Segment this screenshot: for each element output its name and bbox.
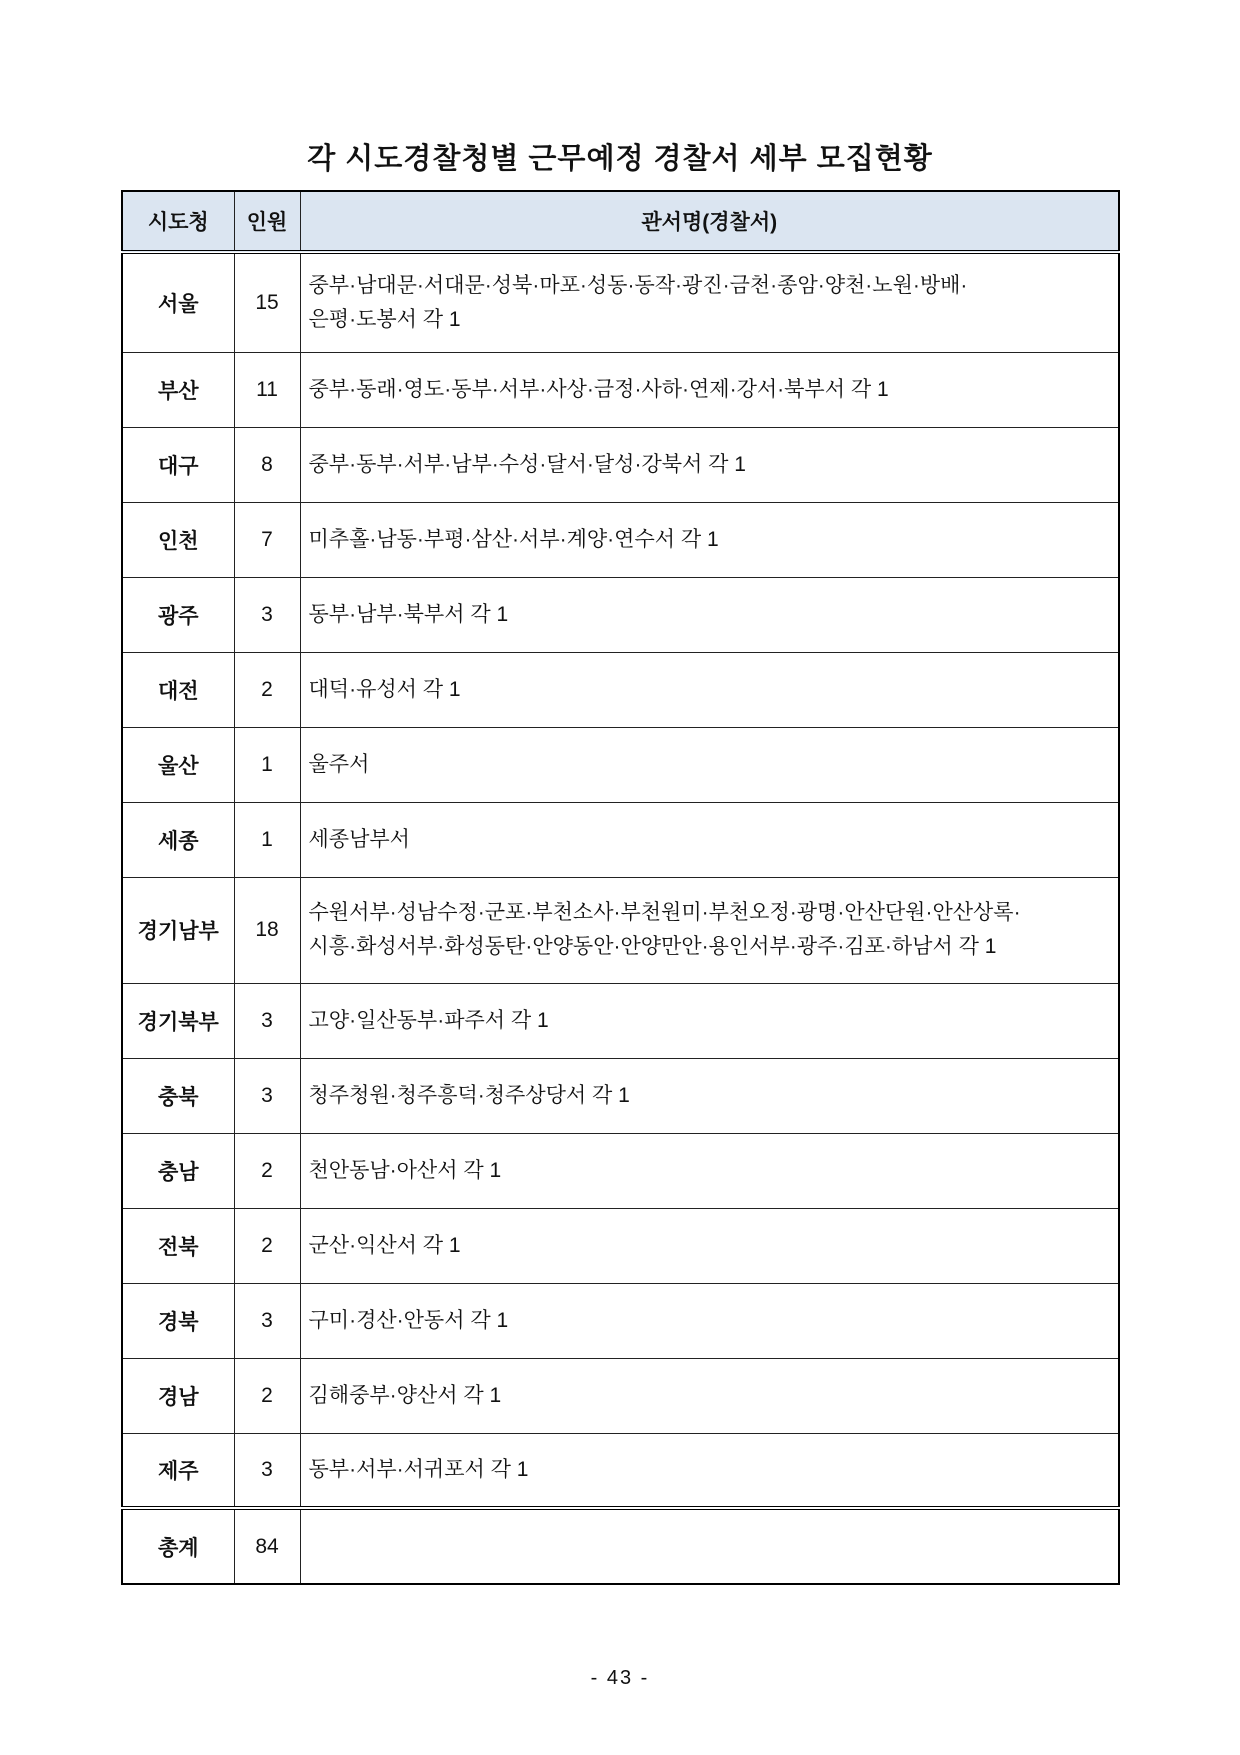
stations-line: 세종남부서 — [308, 827, 410, 851]
stations-line: 군산·익산서 각 1 — [308, 1233, 461, 1257]
stations-line: 시흥·화성서부·화성동탄·안양동안·안양만안·용인서부·광주·김포·하남서 각 1 — [308, 935, 997, 958]
region-cell: 충남 — [122, 1133, 234, 1208]
table-total-row — [122, 1508, 1119, 1584]
count-cell: 2 — [234, 652, 300, 727]
stations-cell — [300, 1433, 1119, 1508]
stations-line: 천안동남·아산서 각 1 — [308, 1158, 502, 1182]
stations-line: 미추홀·남동·부평·삼산·서부·계양·연수서 각 1 — [308, 527, 719, 551]
stations-line: 청주청원·청주흥덕·청주상당서 각 1 — [308, 1083, 630, 1107]
stations-line: 동부·서부·서귀포서 각 1 — [308, 1457, 529, 1481]
stations-cell — [300, 652, 1119, 727]
table-row — [122, 652, 1119, 727]
region-cell: 광주 — [122, 577, 234, 652]
stations-cell — [300, 1133, 1119, 1208]
table-header-row — [122, 191, 1119, 252]
count-cell: 2 — [234, 1358, 300, 1433]
document-title: 각 시도경찰청별 근무예정 경찰서 세부 모집현황 — [307, 143, 933, 175]
count-cell: 3 — [234, 577, 300, 652]
region-cell: 울산 — [122, 727, 234, 802]
stations-cell — [300, 983, 1119, 1058]
region-cell: 경북 — [122, 1283, 234, 1358]
region-cell: 세종 — [122, 802, 234, 877]
stations-cell — [300, 1208, 1119, 1283]
count-cell: 1 — [234, 802, 300, 877]
region-cell: 대구 — [122, 427, 234, 502]
stations-cell — [300, 352, 1119, 427]
header-stations: 관서명(경찰서) — [300, 191, 1119, 252]
stations-line: 중부·남대문·서대문·성북·마포·성동·동작·광진·금천·종암·양천·노원·방배· — [308, 273, 968, 297]
stations-line: 중부·동부·서부·남부·수성·달서·달성·강북서 각 1 — [308, 452, 746, 476]
stations-line: 동부·남부·북부서 각 1 — [308, 602, 509, 626]
stations-cell — [300, 252, 1119, 352]
page-number: - 43 - — [590, 1667, 650, 1689]
stations-cell — [300, 577, 1119, 652]
total-label-cell: 총계 — [122, 1508, 234, 1584]
stations-line: 고양·일산동부·파주서 각 1 — [308, 1008, 549, 1032]
table-row — [122, 502, 1119, 577]
stations-cell — [300, 1058, 1119, 1133]
table-row — [122, 983, 1119, 1058]
stations-cell — [300, 727, 1119, 802]
table-row — [122, 252, 1119, 352]
region-cell: 부산 — [122, 352, 234, 427]
count-cell: 1 — [234, 727, 300, 802]
count-cell: 15 — [234, 252, 300, 352]
recruitment-table — [121, 190, 1120, 1585]
table-row — [122, 802, 1119, 877]
region-cell: 경남 — [122, 1358, 234, 1433]
count-cell: 3 — [234, 983, 300, 1058]
stations-line: 수원서부·성남수정·군포·부천소사·부천원미·부천오정·광명·안산단원·안산상록· — [308, 901, 1021, 924]
region-cell: 경기북부 — [122, 983, 234, 1058]
count-cell: 7 — [234, 502, 300, 577]
stations-cell — [300, 1358, 1119, 1433]
count-cell: 3 — [234, 1433, 300, 1508]
table-row — [122, 1283, 1119, 1358]
table-row — [122, 427, 1119, 502]
count-cell: 2 — [234, 1208, 300, 1283]
stations-line: 은평·도봉서 각 1 — [308, 307, 461, 331]
count-cell: 8 — [234, 427, 300, 502]
stations-line: 중부·동래·영도·동부·서부·사상·금정·사하·연제·강서·북부서 각 1 — [308, 377, 889, 401]
table-row — [122, 1358, 1119, 1433]
stations-line: 대덕·유성서 각 1 — [308, 677, 461, 701]
stations-cell — [300, 427, 1119, 502]
region-cell: 충북 — [122, 1058, 234, 1133]
stations-cell — [300, 502, 1119, 577]
table-row — [122, 1433, 1119, 1508]
table-row — [122, 877, 1119, 983]
table-row — [122, 1208, 1119, 1283]
header-region: 시도청 — [122, 191, 234, 252]
count-cell: 18 — [234, 877, 300, 983]
region-cell: 전북 — [122, 1208, 234, 1283]
stations-line: 울주서 — [308, 752, 370, 776]
table-row — [122, 727, 1119, 802]
table-row — [122, 1133, 1119, 1208]
total-count-cell: 84 — [234, 1508, 300, 1584]
count-cell: 3 — [234, 1058, 300, 1133]
table-row — [122, 352, 1119, 427]
table-row — [122, 577, 1119, 652]
stations-cell — [300, 802, 1119, 877]
count-cell: 2 — [234, 1133, 300, 1208]
count-cell: 3 — [234, 1283, 300, 1358]
region-cell: 제주 — [122, 1433, 234, 1508]
table-row — [122, 1058, 1119, 1133]
region-cell: 대전 — [122, 652, 234, 727]
region-cell: 경기남부 — [122, 877, 234, 983]
stations-line: 구미·경산·안동서 각 1 — [308, 1308, 509, 1332]
count-cell: 11 — [234, 352, 300, 427]
stations-cell — [300, 877, 1119, 983]
total-stations-cell — [300, 1508, 1119, 1584]
region-cell: 인천 — [122, 502, 234, 577]
header-count: 인원 — [234, 191, 300, 252]
region-cell: 서울 — [122, 252, 234, 352]
stations-cell — [300, 1283, 1119, 1358]
stations-line: 김해중부·양산서 각 1 — [308, 1383, 502, 1407]
